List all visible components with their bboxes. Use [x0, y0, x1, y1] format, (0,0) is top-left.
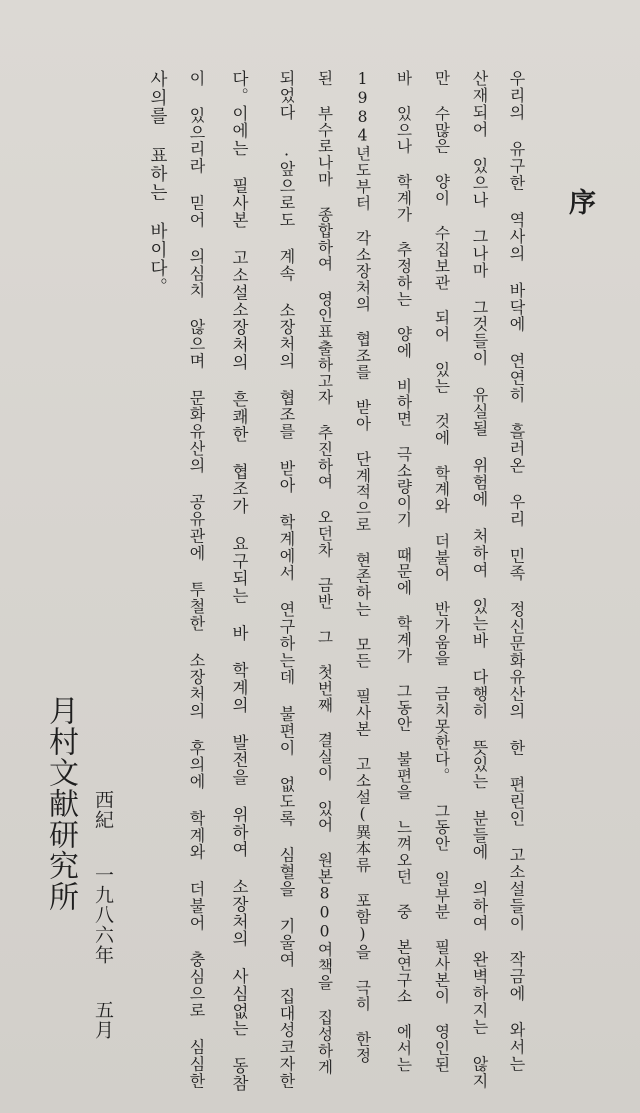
body-line-5: 1984년도부터 각소장처의 협조를 받아 단계적으로 현존하는 모든 필사본 고소설(異本류 포함)을 극히 한정 — [353, 70, 372, 1064]
body-line-1: 우리의 유구한 역사의 바닥에 연연히 흘러온 우리 민족 정신문화유산의 한 편린인 고소설들이 작금에 와서는 — [507, 70, 526, 1073]
body-line-7: 되었다 .앞으로도 계속 소장처의 협조를 받아 학계에서 연구하는데 불편이 없도록 심혈을 기울여 집대성코자한 — [277, 70, 296, 1090]
body-line-8: 다。이에는 필사본 고소설소장처의 흔쾌한 협조가 요구되는 바 학계의 발전을 위하여 소장처의 사심없는 동참 — [229, 70, 249, 1092]
body-line-9: 이 있으리라 믿어 의심치 않으며 문화유산의 공유관에 투철한 소장처의 후의에 학계와 더불어 충심으로 심심한 — [187, 70, 206, 1090]
body-line-10: 사의를 표하는 바이다。 — [147, 70, 168, 296]
body-line-3: 만 수많은 양이 수집보관 되어 있는 것에 학계와 더불어 반가움을 금치못한다。 그동안 일부분 필사본이 영인된 — [432, 70, 451, 1073]
organization-name: 月村文献研究所 — [43, 695, 78, 912]
body-line-6: 된 부수로나마 종합하여 영인표출하고자 추진하여 오던차 금반 그 첫번째 결실이 있어 원본800여책을 집성하게 — [315, 70, 334, 1076]
preface-title: 序 — [564, 188, 595, 217]
body-line-4: 바 있으나 학계가 추정하는 양에 비하면 극소량이기 때문에 학계가 그동안 불편을 느껴오던 중 본연구소 에서는 — [394, 70, 413, 1073]
body-line-2: 산재되어 있으나 그나마 그것들이 유실될 위험에 처하여 있는바 다행히 뜻있는 분들에 의하여 완벽하지는 않지 — [470, 70, 489, 1090]
preface-date: 西紀 一九八六年 五月 — [92, 790, 114, 1040]
